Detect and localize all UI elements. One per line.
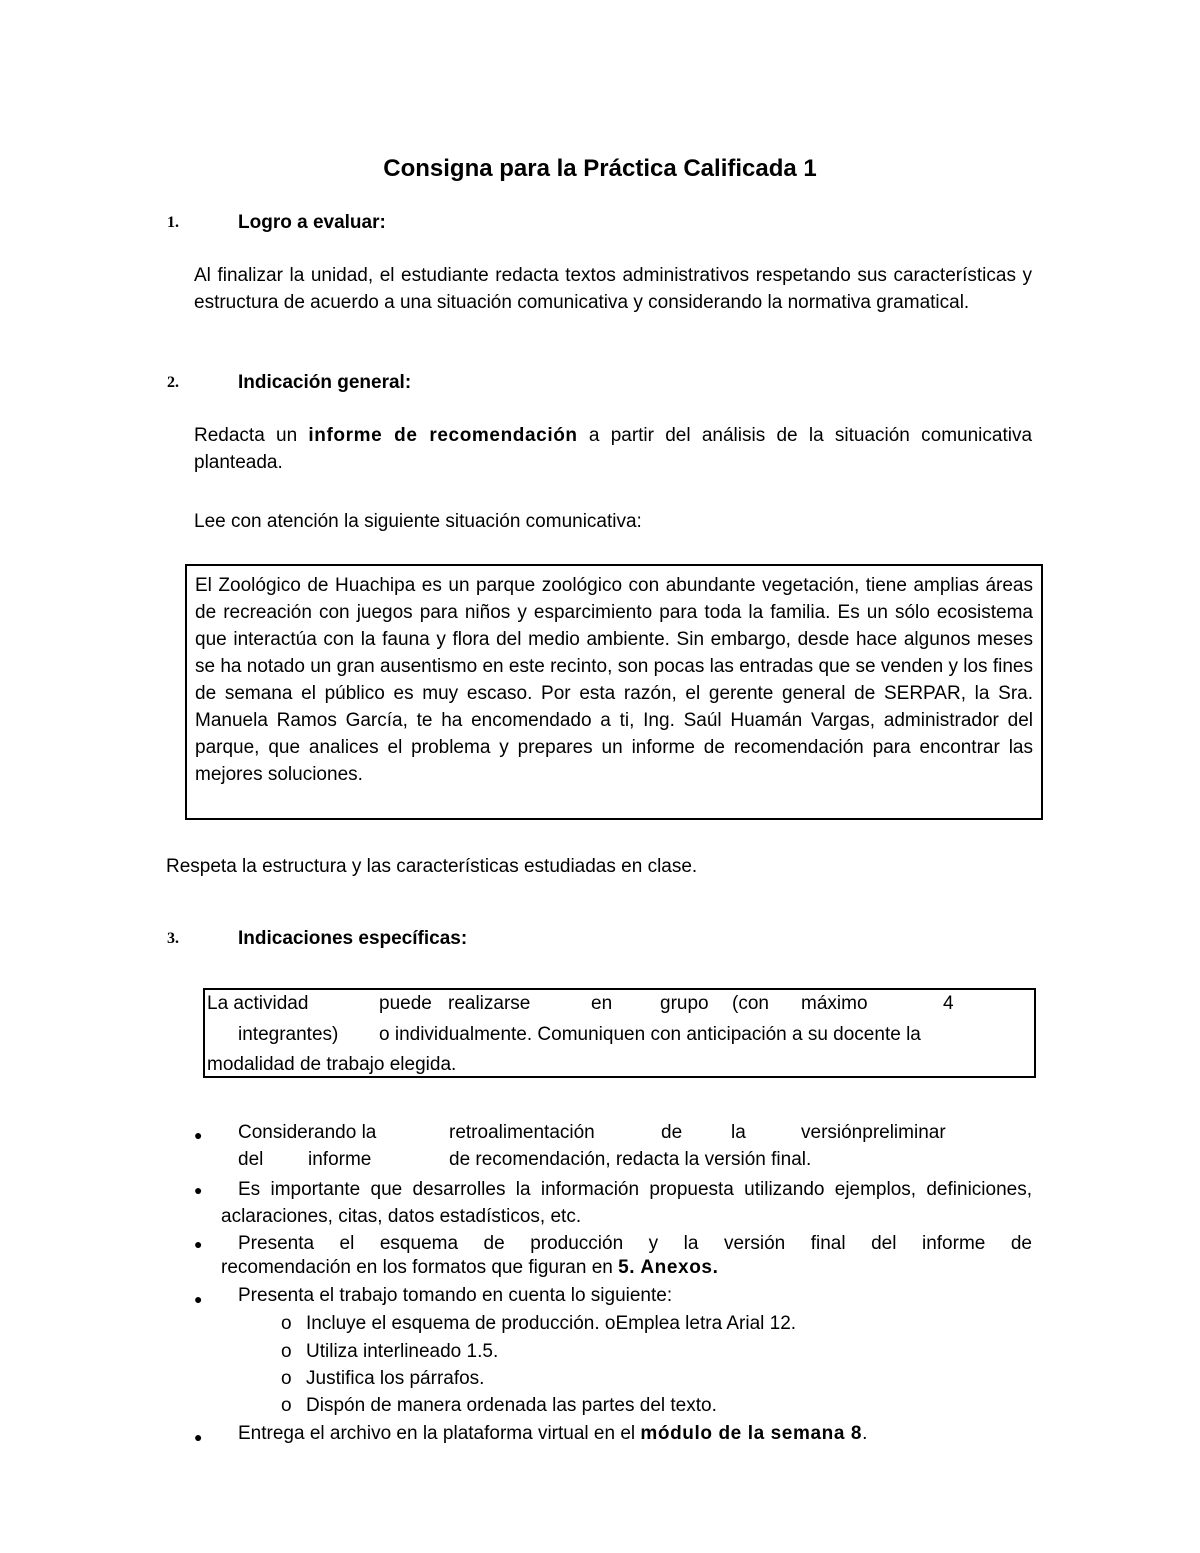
bullet-1-word: versiónpreliminar [801, 1122, 946, 1143]
indicacion-bold: informe de recomendación [308, 425, 578, 446]
activity-word: 4 [943, 993, 954, 1014]
sub-item: Incluye el esquema de producción. oEmplea letra Arial 12. [306, 1313, 797, 1334]
bullet-1-word: retroalimentación [449, 1122, 595, 1143]
page-title: Consigna para la Práctica Calificada 1 [383, 155, 817, 182]
section-2-heading: Indicación general: [238, 372, 412, 393]
bullet-icon: ● [194, 1429, 203, 1445]
activity-word: máximo [801, 993, 868, 1014]
bullet-icon: ● [194, 1182, 203, 1198]
section-1-heading: Logro a evaluar: [238, 212, 386, 233]
bullet-5-bold: módulo de la semana 8 [640, 1423, 863, 1444]
respeta-paragraph: Respeta la estructura y las características estudiadas en clase. [166, 856, 698, 877]
sub-marker: o [281, 1313, 292, 1334]
bullet-icon: ● [194, 1291, 203, 1307]
activity-line2b: o individualmente. Comuniquen con anticipación a su docente la [379, 1024, 921, 1045]
logro-paragraph: Al finalizar la unidad, el estudiante redacta textos administrativos respetando sus características y estructura de acuerdo a una situación comunicativa y considerando la normativa gramatical. [194, 265, 1032, 313]
bullet-5-post: . [862, 1423, 868, 1444]
bullet-icon: ● [194, 1236, 203, 1252]
bullet-3-line2-pre: recomendación en los formatos que figuran en [221, 1257, 613, 1278]
bullet-1-word: Considerando la [238, 1122, 377, 1143]
activity-word: grupo [660, 993, 709, 1014]
bullet-3-line2 [221, 1257, 718, 1279]
bullet-1-word: informe [308, 1149, 372, 1170]
bullet-1-word: del [238, 1149, 264, 1170]
section-1-number: 1. [167, 214, 179, 231]
bullet-5-pre: Entrega el archivo en la plataforma virtual en el [238, 1423, 636, 1444]
indicacion-pre: Redacta un [194, 425, 298, 446]
activity-line2a: integrantes) [238, 1024, 339, 1045]
indicacion-post: a partir del análisis de la situación comunicativa planteada. [194, 425, 1033, 473]
bullet-3-line1: Presenta el esquema de producción y la versión final del informe de [238, 1233, 1032, 1254]
activity-word: La actividad [207, 993, 309, 1014]
sub-marker: o [281, 1368, 292, 1389]
bullet-1-word: la [731, 1122, 746, 1143]
sub-item: Dispón de manera ordenada las partes del texto. [306, 1395, 717, 1416]
lee-paragraph: Lee con atención la siguiente situación comunicativa: [194, 511, 642, 532]
bullet-1-word: de [661, 1122, 683, 1143]
section-3-heading: Indicaciones específicas: [238, 928, 468, 949]
bullet-5-text [238, 1423, 867, 1445]
bullet-2-text: Es importante que desarrolles la información propuesta utilizando ejemplos, definiciones, aclaraciones, citas, datos estadísticos, etc. [221, 1179, 1032, 1227]
sub-item: Utiliza interlineado 1.5. [306, 1341, 499, 1362]
activity-word: (con [732, 993, 769, 1014]
activity-word: realizarse [448, 993, 531, 1014]
bullet-3-anexos: 5. Anexos. [618, 1257, 719, 1278]
situation-box [185, 564, 1043, 820]
situation-text: El Zoológico de Huachipa es un parque zoológico con abundante vegetación, tiene amplias áreas de recreación con juegos para niños y esparcimiento para toda la familia. Es un sólo ecosistema que interactúa con la fauna y flora del medio ambiente. Sin embargo, desde hace algunos meses se ha notado un gran ausentismo en este recinto, son pocas las entradas que se venden y los fines de semana el público es muy escaso. Por esta razón, el gerente general de SERPAR, la Sra. Manuela Ramos García, te ha encomendado a ti, Ing. Saúl Huamán Vargas, administrador del parque, que analices el problema y prepares un informe de recomendación para encontrar las mejores soluciones. [195, 575, 1033, 785]
sub-marker: o [281, 1395, 292, 1416]
section-2-number: 2. [167, 374, 179, 391]
activity-box [203, 988, 1036, 1078]
bullet-1-word: de recomendación, redacta la versión final. [449, 1149, 812, 1170]
activity-word: puede [379, 993, 432, 1014]
activity-word: en [591, 993, 613, 1014]
indicacion-paragraph [194, 422, 1032, 476]
section-3-number: 3. [167, 930, 179, 947]
sub-marker: o [281, 1341, 292, 1362]
bullet-icon: ● [194, 1127, 203, 1143]
activity-line3: modalidad de trabajo elegida. [207, 1054, 457, 1075]
sub-item: Justifica los párrafos. [306, 1368, 485, 1389]
bullet-4-text: Presenta el trabajo tomando en cuenta lo siguiente: [238, 1285, 673, 1306]
